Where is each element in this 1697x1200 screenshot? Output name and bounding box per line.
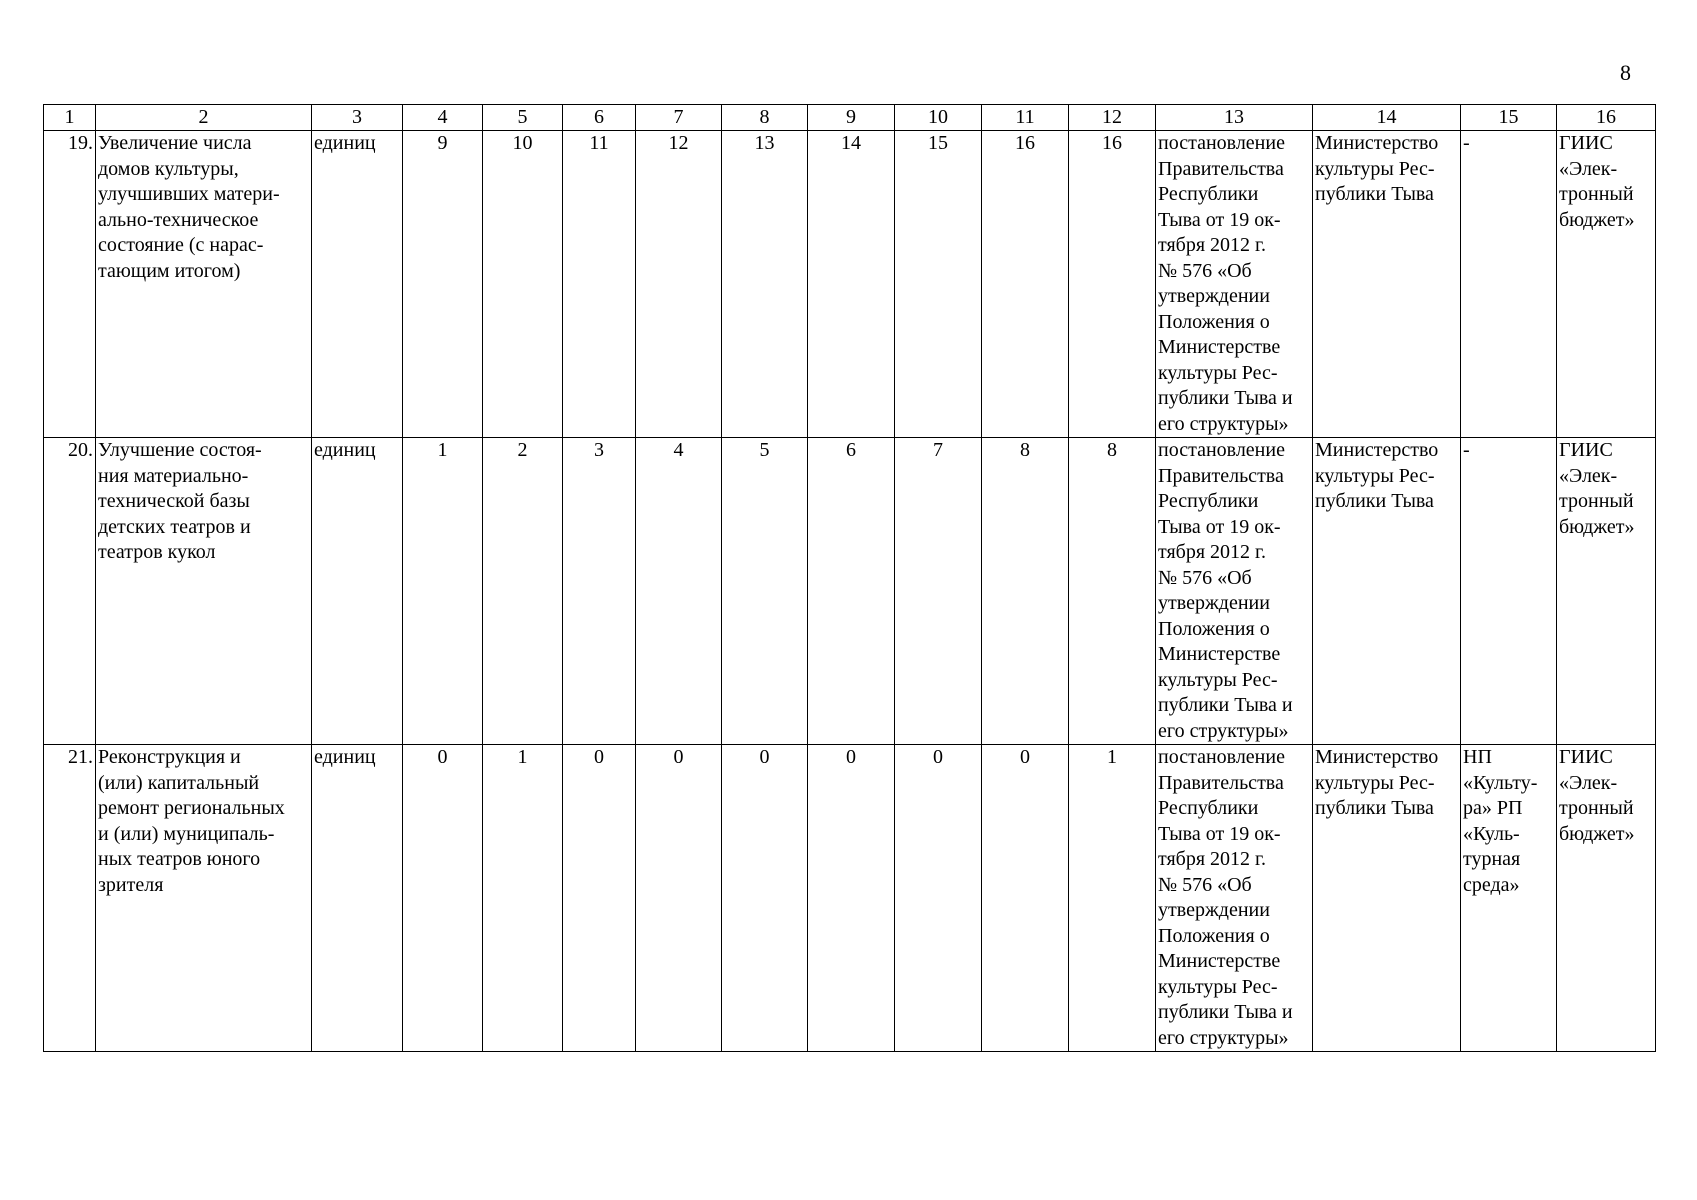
cell-text-line: ра» РП: [1463, 797, 1523, 819]
cell-text-line: утверждении: [1158, 592, 1270, 614]
cell-text-line: ния материально-: [98, 464, 249, 487]
value-cell: 2: [483, 438, 563, 745]
table-row: [44, 438, 1656, 745]
project-cell: [1461, 131, 1557, 438]
column-header: 6: [563, 105, 636, 131]
unit-cell: единиц: [312, 438, 403, 745]
cell-text-line: Тыва от 19 ок-: [1158, 822, 1281, 845]
unit-cell: единиц: [312, 745, 403, 1052]
value-cell: 15: [895, 131, 982, 438]
value-cell: 1: [483, 745, 563, 1052]
value-cell: 13: [722, 131, 808, 438]
cell-text-line: Республики: [1158, 797, 1259, 819]
cell-text-line: тающим итогом): [98, 259, 241, 282]
cell-text-line: Министерстве: [1158, 336, 1281, 358]
cell-text-line: Положения о: [1158, 617, 1270, 640]
column-header: 14: [1313, 105, 1461, 131]
cell-text-line: Тыва от 19 ок-: [1158, 515, 1281, 538]
cell-text-line: «Культу-: [1463, 771, 1538, 794]
cell-text-line: Положения о: [1158, 310, 1270, 333]
cell-text-line: № 576 «Об: [1158, 259, 1252, 282]
value-cell: 8: [1069, 438, 1156, 745]
indicator-name-cell: [96, 131, 312, 438]
cell-text-line: Министерство: [1315, 439, 1439, 461]
cell-text-line: детских театров и: [98, 515, 251, 538]
cell-text-line: ГИИС: [1559, 132, 1613, 154]
cell-text-line: публики Тыва и: [1158, 694, 1293, 716]
cell-text-line: улучшивших матери-: [98, 183, 280, 205]
table-row: [44, 745, 1656, 1052]
value-cell: 0: [403, 745, 483, 1052]
cell-text-line: «Элек-: [1559, 464, 1618, 487]
cell-text-line: ГИИС: [1559, 746, 1613, 768]
column-header: 1: [44, 105, 96, 131]
cell-text-line: утверждении: [1158, 285, 1270, 307]
basis-document-cell: [1156, 745, 1313, 1052]
cell-text-line: Республики: [1158, 490, 1259, 512]
cell-text-line: -: [1463, 132, 1470, 154]
cell-text-line: Реконструкция и: [98, 746, 241, 768]
cell-text-line: тября 2012 г.: [1158, 541, 1266, 563]
row-number-cell: 19.: [44, 131, 96, 438]
value-cell: 4: [636, 438, 722, 745]
responsible-cell: [1313, 438, 1461, 745]
column-header: 5: [483, 105, 563, 131]
column-header: 13: [1156, 105, 1313, 131]
cell-text-line: Министерстве: [1158, 950, 1281, 972]
cell-text-line: публики Тыва: [1315, 490, 1434, 512]
value-cell: 0: [895, 745, 982, 1052]
cell-text-line: публики Тыва и: [1158, 1001, 1293, 1023]
cell-text-line: публики Тыва: [1315, 797, 1434, 819]
basis-document-cell: [1156, 438, 1313, 745]
column-header: 15: [1461, 105, 1557, 131]
value-cell: 10: [483, 131, 563, 438]
row-number-cell: 21.: [44, 745, 96, 1052]
value-cell: 0: [808, 745, 895, 1052]
cell-text-line: тября 2012 г.: [1158, 234, 1266, 256]
cell-text-line: «Куль-: [1463, 822, 1520, 845]
cell-text-line: культуры Рес-: [1158, 361, 1278, 384]
cell-text-line: Тыва от 19 ок-: [1158, 208, 1281, 231]
cell-text-line: бюджет»: [1559, 208, 1635, 231]
responsible-cell: [1313, 745, 1461, 1052]
column-header: 9: [808, 105, 895, 131]
cell-text-line: ГИИС: [1559, 439, 1613, 461]
indicator-name-cell: [96, 438, 312, 745]
cell-text-line: культуры Рес-: [1315, 771, 1435, 794]
cell-text-line: состояние (с нарас-: [98, 234, 264, 256]
info-system-cell: [1557, 131, 1656, 438]
cell-text-line: Правительства: [1158, 157, 1284, 180]
cell-text-line: тронный: [1559, 183, 1634, 205]
cell-text-line: (или) капитальный: [98, 771, 260, 794]
cell-text-line: его структуры»: [1158, 719, 1289, 742]
value-cell: 7: [895, 438, 982, 745]
project-cell: [1461, 745, 1557, 1052]
cell-text-line: среда»: [1463, 873, 1520, 896]
page-number: 8: [1620, 60, 1631, 85]
cell-text-line: Министерство: [1315, 746, 1439, 768]
cell-text-line: Правительства: [1158, 771, 1284, 794]
column-header: 12: [1069, 105, 1156, 131]
indicators-table: [43, 104, 1656, 1052]
column-header: 16: [1557, 105, 1656, 131]
cell-text-line: бюджет»: [1559, 515, 1635, 538]
column-header: 10: [895, 105, 982, 131]
cell-text-line: зрителя: [98, 873, 164, 896]
value-cell: 12: [636, 131, 722, 438]
column-header: 3: [312, 105, 403, 131]
cell-text-line: Министерство: [1315, 132, 1439, 154]
cell-text-line: его структуры»: [1158, 1026, 1289, 1049]
indicator-name-cell: [96, 745, 312, 1052]
value-cell: 11: [563, 131, 636, 438]
cell-text-line: тронный: [1559, 490, 1634, 512]
value-cell: 0: [563, 745, 636, 1052]
cell-text-line: тября 2012 г.: [1158, 848, 1266, 870]
cell-text-line: ремонт региональных: [98, 797, 285, 819]
cell-text-line: культуры Рес-: [1315, 157, 1435, 180]
value-cell: 0: [636, 745, 722, 1052]
cell-text-line: постановление: [1158, 746, 1285, 768]
cell-text-line: Увеличение числа: [98, 132, 252, 154]
cell-text-line: утверждении: [1158, 899, 1270, 921]
column-header: 8: [722, 105, 808, 131]
cell-text-line: Улучшение состоя-: [98, 439, 262, 461]
cell-text-line: культуры Рес-: [1158, 668, 1278, 691]
value-cell: 0: [722, 745, 808, 1052]
cell-text-line: Правительства: [1158, 464, 1284, 487]
cell-text-line: тронный: [1559, 797, 1634, 819]
value-cell: 16: [982, 131, 1069, 438]
basis-document-cell: [1156, 131, 1313, 438]
cell-text-line: № 576 «Об: [1158, 873, 1252, 896]
cell-text-line: постановление: [1158, 439, 1285, 461]
cell-text-line: «Элек-: [1559, 771, 1618, 794]
cell-text-line: «Элек-: [1559, 157, 1618, 180]
cell-text-line: ально-техническое: [98, 208, 259, 231]
table-row: [44, 131, 1656, 438]
info-system-cell: [1557, 745, 1656, 1052]
value-cell: 1: [1069, 745, 1156, 1052]
cell-text-line: постановление: [1158, 132, 1285, 154]
column-header: 2: [96, 105, 312, 131]
table-body: [44, 131, 1656, 1052]
cell-text-line: публики Тыва и: [1158, 387, 1293, 409]
responsible-cell: [1313, 131, 1461, 438]
cell-text-line: бюджет»: [1559, 822, 1635, 845]
cell-text-line: НП: [1463, 746, 1492, 768]
cell-text-line: турная: [1463, 848, 1521, 870]
column-header: 4: [403, 105, 483, 131]
cell-text-line: и (или) муниципаль-: [98, 822, 275, 845]
cell-text-line: № 576 «Об: [1158, 566, 1252, 589]
value-cell: 3: [563, 438, 636, 745]
value-cell: 16: [1069, 131, 1156, 438]
cell-text-line: технической базы: [98, 490, 250, 512]
cell-text-line: его структуры»: [1158, 412, 1289, 435]
row-number-cell: 20.: [44, 438, 96, 745]
column-header: 11: [982, 105, 1069, 131]
value-cell: 5: [722, 438, 808, 745]
value-cell: 0: [982, 745, 1069, 1052]
cell-text-line: Республики: [1158, 183, 1259, 205]
info-system-cell: [1557, 438, 1656, 745]
project-cell: [1461, 438, 1557, 745]
cell-text-line: публики Тыва: [1315, 183, 1434, 205]
unit-cell: единиц: [312, 131, 403, 438]
cell-text-line: Министерстве: [1158, 643, 1281, 665]
value-cell: 14: [808, 131, 895, 438]
column-number-row: [44, 105, 1656, 131]
cell-text-line: культуры Рес-: [1158, 975, 1278, 998]
cell-text-line: -: [1463, 439, 1470, 461]
cell-text-line: Положения о: [1158, 924, 1270, 947]
cell-text-line: домов культуры,: [98, 157, 239, 180]
value-cell: 6: [808, 438, 895, 745]
cell-text-line: ных театров юного: [98, 848, 261, 870]
column-header: 7: [636, 105, 722, 131]
cell-text-line: театров кукол: [98, 541, 216, 563]
cell-text-line: культуры Рес-: [1315, 464, 1435, 487]
value-cell: 1: [403, 438, 483, 745]
value-cell: 9: [403, 131, 483, 438]
value-cell: 8: [982, 438, 1069, 745]
